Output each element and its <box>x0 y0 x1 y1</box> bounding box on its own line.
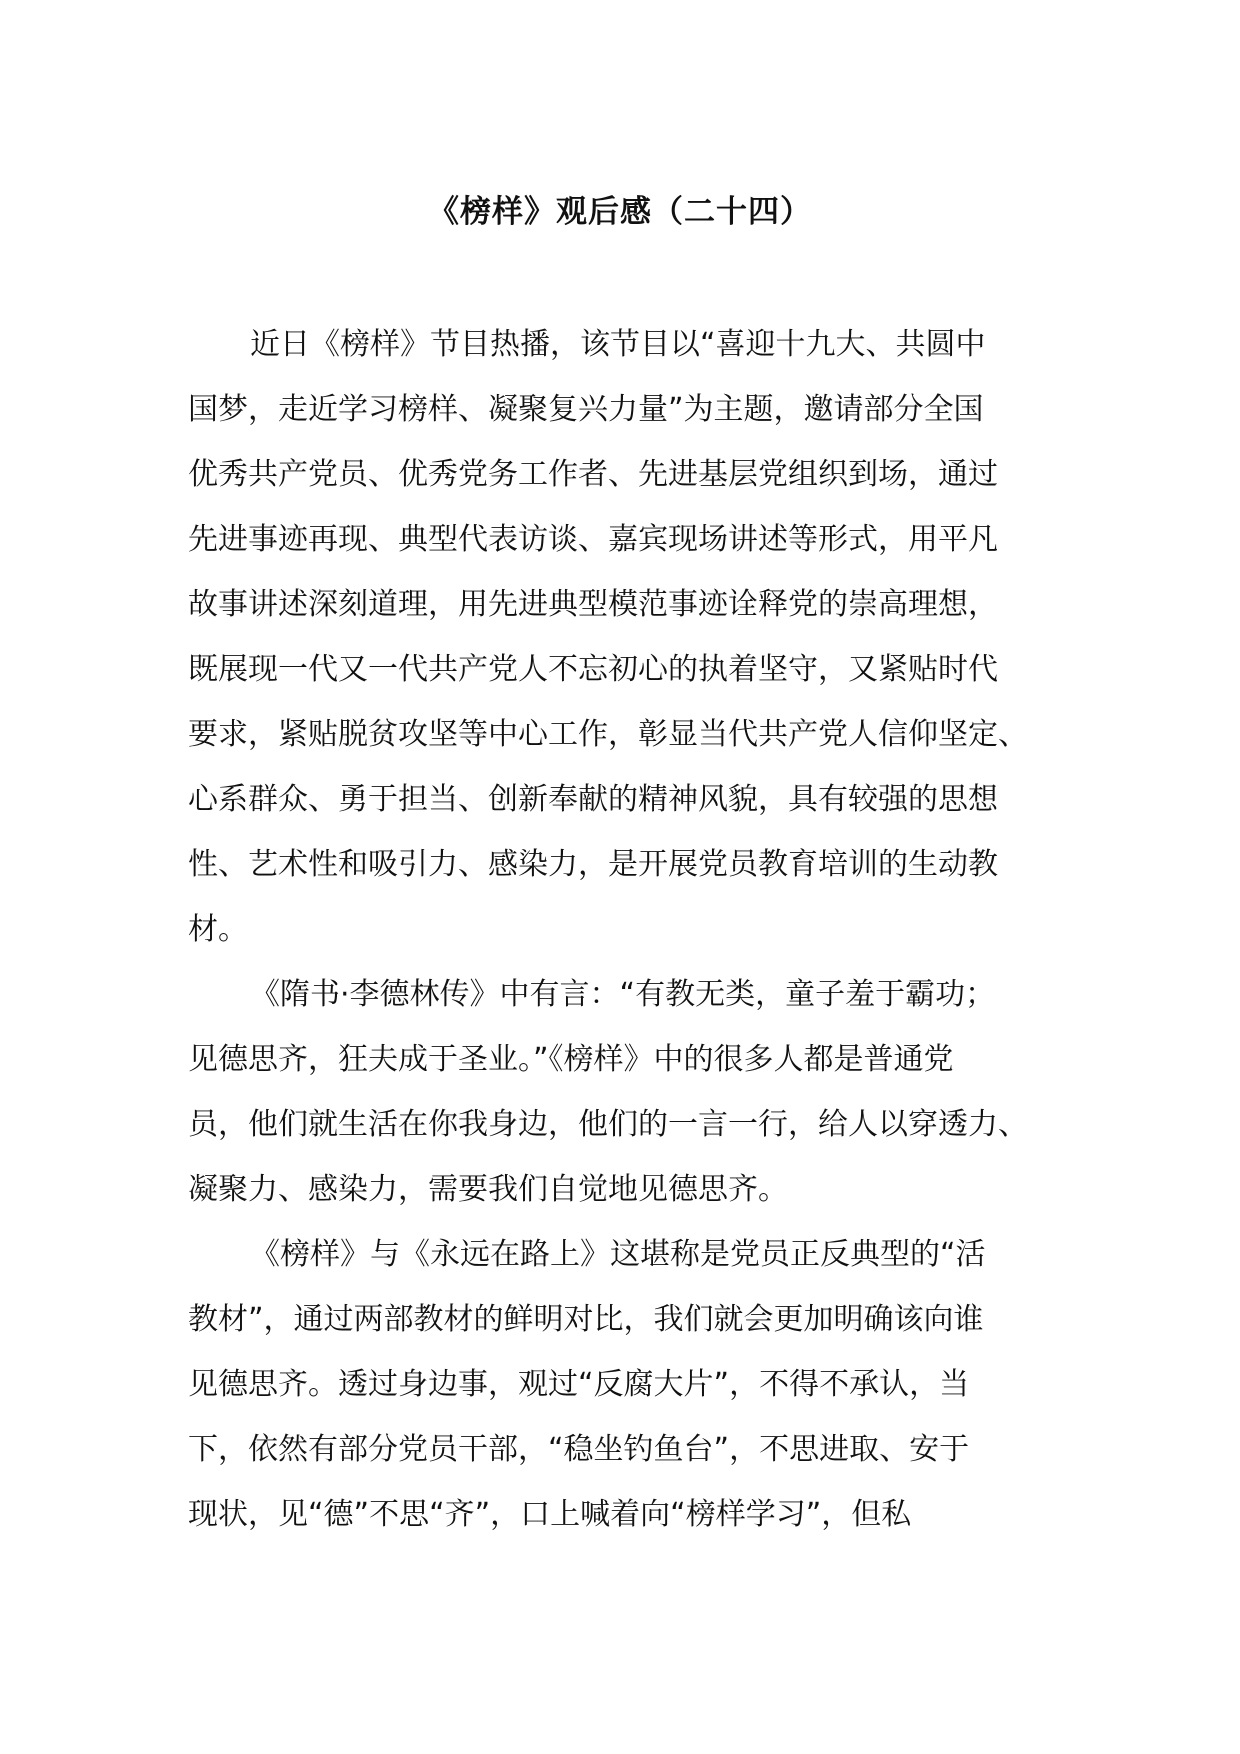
paragraph-1-line: 国梦，走近学习榜样、凝聚复兴力量”为主题，邀请部分全国 <box>188 392 984 427</box>
paragraph-1-line: 性、艺术性和吸引力、感染力，是开展党员教育培训的生动教 <box>188 847 998 882</box>
paragraph-1-line: 优秀共产党员、优秀党务工作者、先进基层党组织到场，通过 <box>188 457 998 492</box>
paragraph-1-line: 故事讲述深刻道理，用先进典型模范事迹诠释党的崇高理想， <box>188 587 998 622</box>
paragraph-3-line: 见德思齐。透过身边事，观过“反腐大片”，不得不承认，当 <box>188 1367 970 1402</box>
document-title: 《榜样》观后感（二十四） <box>428 194 812 230</box>
paragraph-3-line: 下，依然有部分党员干部，“稳坐钓鱼台”，不思进取、安于 <box>188 1432 970 1467</box>
paragraph-3-line: 《榜样》与《永远在路上》这堪称是党员正反典型的“活 <box>250 1237 986 1272</box>
paragraph-1-line: 心系群众、勇于担当、创新奉献的精神风貌，具有较强的思想 <box>188 782 998 817</box>
paragraph-2-line: 见德思齐，狂夫成于圣业。”《榜样》中的很多人都是普通党 <box>188 1042 954 1077</box>
document-body <box>188 312 1068 1547</box>
paragraph-1-line: 材。 <box>188 912 248 947</box>
paragraph-1-line: 要求，紧贴脱贫攻坚等中心工作，彰显当代共产党人信仰坚定、 <box>188 717 1028 752</box>
paragraph-1-line: 先进事迹再现、典型代表访谈、嘉宾现场讲述等形式，用平凡 <box>188 522 998 557</box>
paragraph-2-line: 《隋书·李德林传》中有言：“有教无类，童子羞于霸功； <box>250 977 996 1012</box>
paragraph-3-line: 教材”，通过两部教材的鲜明对比，我们就会更加明确该向谁 <box>188 1302 984 1337</box>
paragraph-2-line: 员，他们就生活在你我身边，他们的一言一行，给人以穿透力、 <box>188 1107 1028 1142</box>
paragraph-3-line: 现状，见“德”不思“齐”，口上喊着向“榜样学习”，但私 <box>188 1497 912 1532</box>
paragraph-1-line: 近日《榜样》节目热播，该节目以“喜迎十九大、共圆中 <box>250 327 986 362</box>
paragraph-1-line: 既展现一代又一代共产党人不忘初心的执着坚守，又紧贴时代 <box>188 652 998 687</box>
paragraph-2-line: 凝聚力、感染力，需要我们自觉地见德思齐。 <box>188 1172 788 1207</box>
